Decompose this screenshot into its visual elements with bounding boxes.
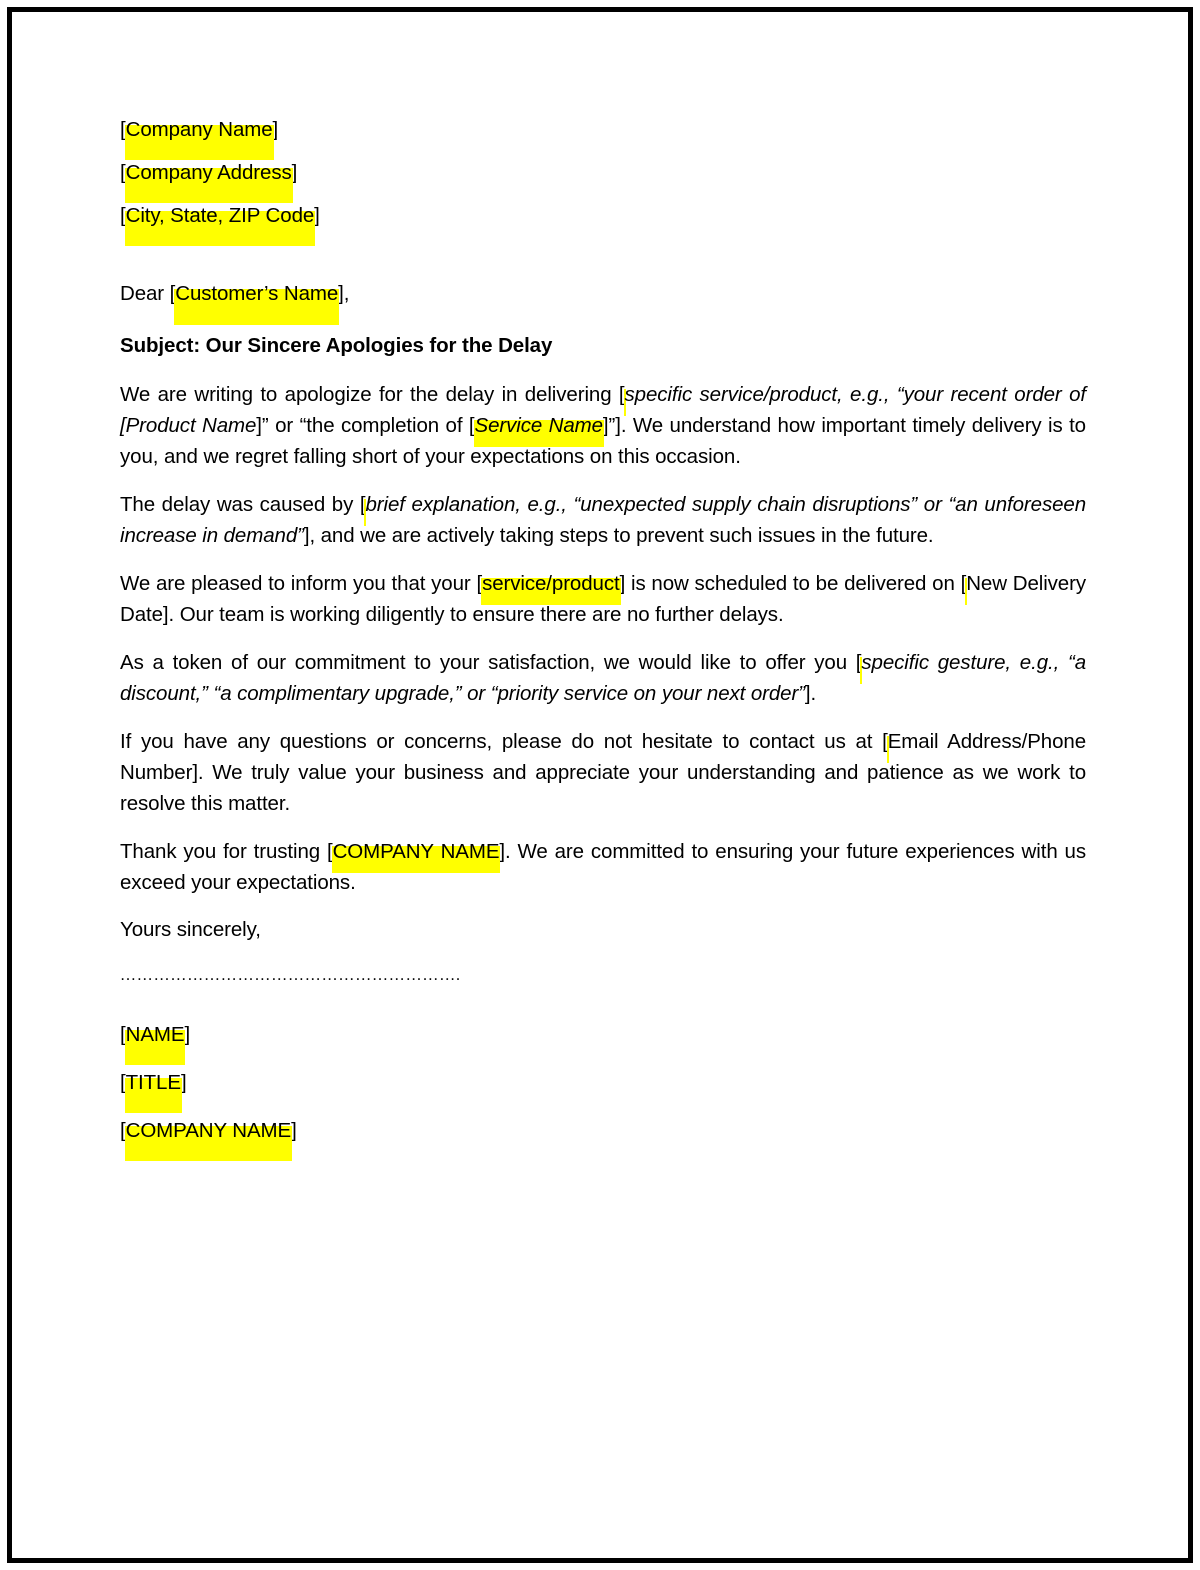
p1-segment-3: ]”]. We understand how important timely delivery is to you, and we regret falling short of your expectations on this occasion. xyxy=(120,414,1086,468)
greeting-line xyxy=(120,279,1086,309)
subject-line: Subject: Our Sincere Apologies for the Delay xyxy=(120,334,553,357)
p1-segment-1: We are writing to apologize for the delay in delivering [ xyxy=(120,383,625,406)
bracket-close: ] xyxy=(272,118,279,141)
p3-segment-3: ]. Our team is working diligently to ensure there are no further delays. xyxy=(162,603,784,626)
p4-segment-2: ]. xyxy=(804,682,817,705)
p5-segment-1: If you have any questions or concerns, please do not hesitate to contact us at [ xyxy=(120,730,888,753)
placeholder-brief-explanation: brief explanation, e.g., “unexpected supply chain disruptions” or “an unforeseen increase in demand” xyxy=(120,493,1086,547)
placeholder-specific-service-product: specific service/product, e.g., “your recent order of [Product Name xyxy=(120,383,1086,437)
bracket-close: ] xyxy=(180,1071,187,1094)
bracket-open: [ xyxy=(120,204,126,227)
bracket-close: ] xyxy=(314,204,320,227)
placeholder-customer-name: Customer’s Name xyxy=(175,282,339,305)
placeholder-specific-gesture: specific gesture, e.g., “a discount,” “a complimentary upgrade,” or “priority service on your next order” xyxy=(120,651,1086,705)
p4-segment-1: As a token of our commitment to your satisfaction, we would like to offer you [ xyxy=(120,651,862,674)
bracket-close: ] xyxy=(184,1023,191,1046)
p6-segment-2: ]. We are committed to ensuring your future experiences with us exceed your expectations. xyxy=(120,840,1086,894)
greeting-prefix: Dear [ xyxy=(120,282,176,305)
paragraph-apology xyxy=(120,379,1086,472)
paragraph-thank-you xyxy=(120,836,1086,898)
placeholder-title: TITLE xyxy=(125,1071,181,1094)
bracket-close: ] xyxy=(291,161,298,184)
letter-body xyxy=(120,108,1086,1155)
placeholder-company-name-closing: COMPANY NAME xyxy=(332,840,500,863)
p2-segment-2: ], and we are actively taking steps to prevent such issues in the future. xyxy=(303,524,934,547)
placeholder-email-phone: Email Address/Phone Number xyxy=(120,730,1086,784)
p3-segment-2: ] is now scheduled to be delivered on [ xyxy=(619,572,967,595)
signature-company xyxy=(120,1107,1086,1155)
signature-block xyxy=(120,1011,1086,1155)
bracket-open: [ xyxy=(120,1023,126,1046)
paragraph-cause xyxy=(120,489,1086,551)
p1-segment-2: ]” or “the completion of [ xyxy=(256,414,475,437)
signature-line: ……………………………………………………. xyxy=(120,967,461,984)
placeholder-service-name: Service Name xyxy=(474,414,603,437)
bracket-close: ] xyxy=(291,1119,297,1142)
signature-title xyxy=(120,1059,1086,1107)
p2-segment-1: The delay was caused by [ xyxy=(120,493,366,516)
placeholder-company-name-signature: COMPANY NAME xyxy=(125,1119,292,1142)
placeholder-name: NAME xyxy=(125,1023,185,1046)
placeholder-company-name: Company Name xyxy=(125,118,273,141)
signature-name xyxy=(120,1011,1086,1059)
placeholder-company-address: Company Address xyxy=(125,161,292,184)
p3-segment-1: We are pleased to inform you that your [ xyxy=(120,572,483,595)
p5-segment-2: ]. We truly value your business and appreciate your understanding and patience as we work to resolve this matter. xyxy=(120,761,1086,815)
bracket-open: [ xyxy=(120,118,126,141)
placeholder-city-state-zip: City, State, ZIP Code xyxy=(125,204,315,227)
p6-segment-1: Thank you for trusting [ xyxy=(120,840,333,863)
bracket-open: [ xyxy=(120,1119,126,1142)
placeholder-new-delivery-date: New Delivery Date xyxy=(120,572,1086,626)
paragraph-new-delivery-date xyxy=(120,568,1086,630)
paragraph-contact xyxy=(120,726,1086,819)
letterhead-block xyxy=(120,108,1086,237)
bracket-open: [ xyxy=(120,1071,126,1094)
spacer-after-signature-line xyxy=(120,993,1086,1011)
bracket-open: [ xyxy=(120,161,126,184)
letterhead-company-name xyxy=(120,108,1086,151)
signoff-line: Yours sincerely, xyxy=(120,918,261,941)
placeholder-service-product: service/product xyxy=(482,572,620,595)
greeting-suffix: ], xyxy=(338,282,350,305)
paragraph-gesture xyxy=(120,647,1086,709)
